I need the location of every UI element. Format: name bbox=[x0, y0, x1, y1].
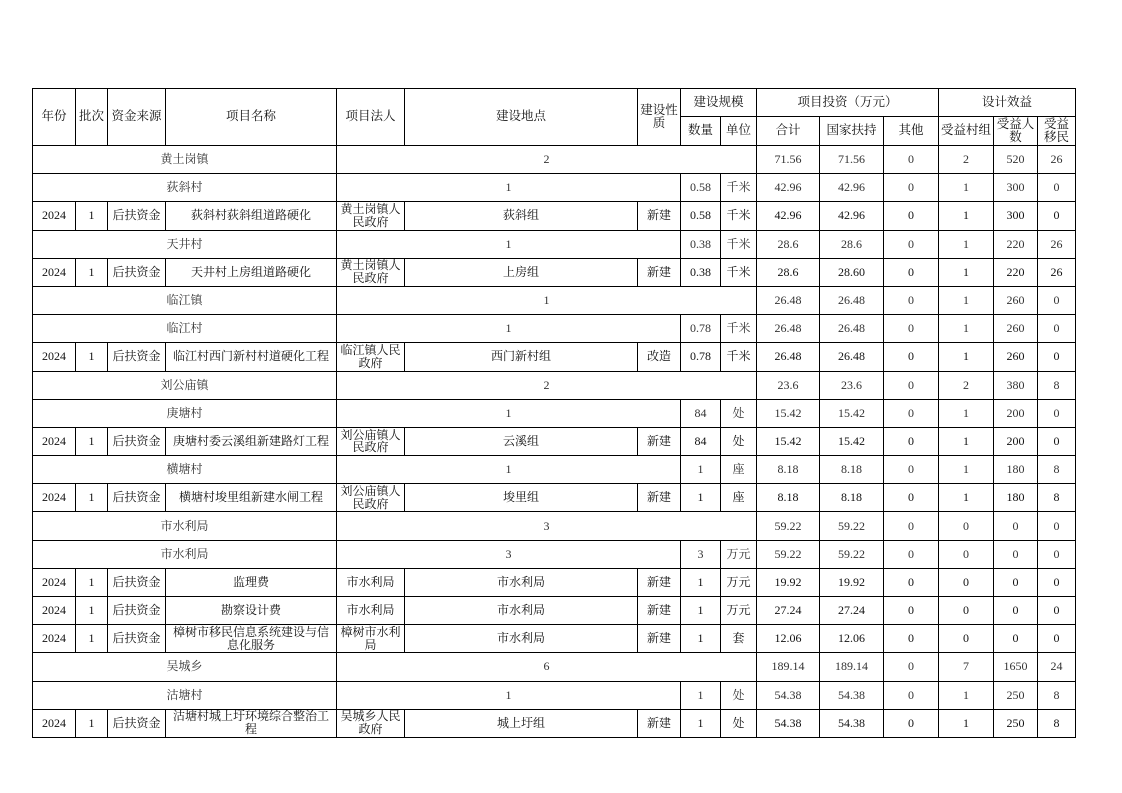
cell-national: 59.22 bbox=[820, 512, 884, 540]
cell-other: 0 bbox=[884, 512, 939, 540]
cell-national: 54.38 bbox=[820, 709, 884, 737]
cell-migrants: 8 bbox=[1038, 709, 1076, 737]
cell-nature: 新建 bbox=[638, 484, 681, 512]
cell-legal-person: 吴城乡人民政府 bbox=[337, 709, 405, 737]
cell-migrants: 8 bbox=[1038, 456, 1076, 484]
cell-name: 吴城乡 bbox=[33, 653, 337, 681]
cell-villages: 2 bbox=[939, 371, 994, 399]
cell-unit: 处 bbox=[721, 427, 757, 455]
cell-people: 180 bbox=[994, 484, 1038, 512]
cell-unit: 千米 bbox=[721, 174, 757, 202]
cell-project-name: 庚塘村委云溪组新建路灯工程 bbox=[166, 427, 337, 455]
cell-unit: 千米 bbox=[721, 230, 757, 258]
cell-total: 26.48 bbox=[757, 343, 820, 371]
cell-people: 0 bbox=[994, 568, 1038, 596]
cell-fund-source: 后扶资金 bbox=[108, 709, 166, 737]
cell-nature: 改造 bbox=[638, 343, 681, 371]
cell-total: 54.38 bbox=[757, 681, 820, 709]
cell-national: 42.96 bbox=[820, 202, 884, 230]
cell-unit: 千米 bbox=[721, 343, 757, 371]
header-people: 受益人数 bbox=[994, 117, 1038, 146]
cell-migrants: 0 bbox=[1038, 343, 1076, 371]
cell-total: 59.22 bbox=[757, 512, 820, 540]
table-row-village bbox=[33, 456, 1076, 484]
table-row-village bbox=[33, 681, 1076, 709]
cell-other: 0 bbox=[884, 258, 939, 286]
cell-quantity: 1 bbox=[681, 456, 721, 484]
cell-year: 2024 bbox=[33, 427, 76, 455]
cell-villages: 1 bbox=[939, 427, 994, 455]
table-row-town bbox=[33, 512, 1076, 540]
cell-unit: 千米 bbox=[721, 202, 757, 230]
cell-other: 0 bbox=[884, 484, 939, 512]
table-row-town bbox=[33, 653, 1076, 681]
cell-quantity: 0.38 bbox=[681, 230, 721, 258]
cell-villages: 1 bbox=[939, 681, 994, 709]
cell-legal-person: 市水利局 bbox=[337, 597, 405, 625]
table-header bbox=[33, 89, 1076, 146]
cell-migrants: 0 bbox=[1038, 597, 1076, 625]
cell-location: 市水利局 bbox=[405, 568, 638, 596]
cell-villages: 0 bbox=[939, 540, 994, 568]
cell-location: 市水利局 bbox=[405, 597, 638, 625]
cell-villages: 7 bbox=[939, 653, 994, 681]
cell-other: 0 bbox=[884, 146, 939, 174]
cell-quantity: 0.78 bbox=[681, 315, 721, 343]
cell-total: 42.96 bbox=[757, 202, 820, 230]
cell-villages: 0 bbox=[939, 512, 994, 540]
cell-location: 云溪组 bbox=[405, 427, 638, 455]
cell-quantity: 1 bbox=[681, 597, 721, 625]
cell-fund-source: 后扶资金 bbox=[108, 625, 166, 653]
cell-fund-source: 后扶资金 bbox=[108, 484, 166, 512]
cell-project-name: 沽塘村城上圩环境综合整治工程 bbox=[166, 709, 337, 737]
cell-quantity: 1 bbox=[681, 709, 721, 737]
cell-quantity: 0.78 bbox=[681, 343, 721, 371]
cell-name: 市水利局 bbox=[33, 540, 337, 568]
cell-year: 2024 bbox=[33, 343, 76, 371]
cell-count: 1 bbox=[337, 681, 681, 709]
cell-count: 1 bbox=[337, 399, 681, 427]
cell-national: 59.22 bbox=[820, 540, 884, 568]
cell-other: 0 bbox=[884, 625, 939, 653]
table-row-town bbox=[33, 146, 1076, 174]
cell-national: 26.48 bbox=[820, 315, 884, 343]
cell-total: 59.22 bbox=[757, 540, 820, 568]
cell-people: 0 bbox=[994, 625, 1038, 653]
cell-villages: 1 bbox=[939, 399, 994, 427]
cell-quantity: 84 bbox=[681, 399, 721, 427]
cell-migrants: 0 bbox=[1038, 625, 1076, 653]
cell-project-name: 监理费 bbox=[166, 568, 337, 596]
cell-people: 300 bbox=[994, 202, 1038, 230]
cell-batch: 1 bbox=[76, 597, 108, 625]
cell-batch: 1 bbox=[76, 258, 108, 286]
cell-migrants: 0 bbox=[1038, 399, 1076, 427]
cell-people: 260 bbox=[994, 315, 1038, 343]
cell-national: 71.56 bbox=[820, 146, 884, 174]
cell-fund-source: 后扶资金 bbox=[108, 568, 166, 596]
cell-legal-person: 刘公庙镇人民政府 bbox=[337, 484, 405, 512]
cell-people: 380 bbox=[994, 371, 1038, 399]
cell-people: 200 bbox=[994, 427, 1038, 455]
cell-count: 2 bbox=[337, 371, 757, 399]
cell-other: 0 bbox=[884, 174, 939, 202]
cell-nature: 新建 bbox=[638, 709, 681, 737]
cell-people: 220 bbox=[994, 258, 1038, 286]
cell-unit: 万元 bbox=[721, 597, 757, 625]
cell-migrants: 0 bbox=[1038, 568, 1076, 596]
cell-count: 1 bbox=[337, 174, 681, 202]
cell-migrants: 0 bbox=[1038, 174, 1076, 202]
cell-other: 0 bbox=[884, 709, 939, 737]
cell-total: 15.42 bbox=[757, 399, 820, 427]
cell-other: 0 bbox=[884, 456, 939, 484]
cell-unit: 千米 bbox=[721, 258, 757, 286]
project-plan-table bbox=[32, 88, 1076, 738]
cell-fund-source: 后扶资金 bbox=[108, 427, 166, 455]
cell-project-name: 横塘村埈里组新建水闸工程 bbox=[166, 484, 337, 512]
cell-name: 黄土岗镇 bbox=[33, 146, 337, 174]
table-row-project bbox=[33, 427, 1076, 455]
cell-villages: 0 bbox=[939, 568, 994, 596]
cell-national: 189.14 bbox=[820, 653, 884, 681]
table-row-project bbox=[33, 597, 1076, 625]
cell-project-name: 樟树市移民信息系统建设与信息化服务 bbox=[166, 625, 337, 653]
cell-count: 1 bbox=[337, 286, 757, 314]
cell-other: 0 bbox=[884, 371, 939, 399]
cell-batch: 1 bbox=[76, 625, 108, 653]
cell-name: 市水利局 bbox=[33, 512, 337, 540]
cell-people: 0 bbox=[994, 540, 1038, 568]
cell-fund-source: 后扶资金 bbox=[108, 258, 166, 286]
cell-name: 刘公庙镇 bbox=[33, 371, 337, 399]
cell-migrants: 0 bbox=[1038, 202, 1076, 230]
cell-quantity: 84 bbox=[681, 427, 721, 455]
table-row-project bbox=[33, 709, 1076, 737]
cell-quantity: 1 bbox=[681, 484, 721, 512]
cell-people: 200 bbox=[994, 399, 1038, 427]
table-row-project bbox=[33, 625, 1076, 653]
cell-people: 520 bbox=[994, 146, 1038, 174]
header-villages: 受益村组 bbox=[939, 117, 994, 146]
cell-unit: 座 bbox=[721, 456, 757, 484]
cell-migrants: 0 bbox=[1038, 540, 1076, 568]
cell-migrants: 26 bbox=[1038, 258, 1076, 286]
header-investment: 项目投资（万元） bbox=[757, 89, 939, 117]
header-other: 其他 bbox=[884, 117, 939, 146]
header-scale: 建设规模 bbox=[681, 89, 757, 117]
cell-project-name: 临江村西门新村村道硬化工程 bbox=[166, 343, 337, 371]
cell-other: 0 bbox=[884, 230, 939, 258]
cell-other: 0 bbox=[884, 315, 939, 343]
cell-people: 180 bbox=[994, 456, 1038, 484]
cell-legal-person: 黄土岗镇人民政府 bbox=[337, 258, 405, 286]
cell-nature: 新建 bbox=[638, 625, 681, 653]
cell-name: 荻斜村 bbox=[33, 174, 337, 202]
cell-project-name: 天井村上房组道路硬化 bbox=[166, 258, 337, 286]
cell-unit: 千米 bbox=[721, 315, 757, 343]
cell-year: 2024 bbox=[33, 597, 76, 625]
cell-legal-person: 市水利局 bbox=[337, 568, 405, 596]
cell-people: 300 bbox=[994, 174, 1038, 202]
header-year: 年份 bbox=[33, 89, 76, 146]
cell-total: 12.06 bbox=[757, 625, 820, 653]
cell-total: 23.6 bbox=[757, 371, 820, 399]
cell-villages: 1 bbox=[939, 456, 994, 484]
cell-national: 8.18 bbox=[820, 484, 884, 512]
table-row-project bbox=[33, 202, 1076, 230]
cell-quantity: 1 bbox=[681, 625, 721, 653]
header-national: 国家扶持 bbox=[820, 117, 884, 146]
cell-national: 42.96 bbox=[820, 174, 884, 202]
cell-year: 2024 bbox=[33, 258, 76, 286]
cell-migrants: 0 bbox=[1038, 315, 1076, 343]
cell-people: 0 bbox=[994, 512, 1038, 540]
cell-villages: 1 bbox=[939, 202, 994, 230]
cell-location: 埈里组 bbox=[405, 484, 638, 512]
table-row-village bbox=[33, 230, 1076, 258]
cell-other: 0 bbox=[884, 568, 939, 596]
cell-nature: 新建 bbox=[638, 427, 681, 455]
header-nature: 建设性质 bbox=[638, 89, 681, 146]
cell-fund-source: 后扶资金 bbox=[108, 202, 166, 230]
cell-villages: 1 bbox=[939, 315, 994, 343]
cell-people: 260 bbox=[994, 343, 1038, 371]
cell-migrants: 0 bbox=[1038, 286, 1076, 314]
cell-villages: 1 bbox=[939, 709, 994, 737]
cell-legal-person: 黄土岗镇人民政府 bbox=[337, 202, 405, 230]
cell-migrants: 24 bbox=[1038, 653, 1076, 681]
cell-total: 28.6 bbox=[757, 230, 820, 258]
table-row-project bbox=[33, 484, 1076, 512]
cell-people: 220 bbox=[994, 230, 1038, 258]
cell-other: 0 bbox=[884, 343, 939, 371]
header-project-name: 项目名称 bbox=[166, 89, 337, 146]
cell-migrants: 0 bbox=[1038, 427, 1076, 455]
cell-location: 城上圩组 bbox=[405, 709, 638, 737]
cell-total: 71.56 bbox=[757, 146, 820, 174]
header-location: 建设地点 bbox=[405, 89, 638, 146]
cell-national: 15.42 bbox=[820, 399, 884, 427]
cell-total: 28.6 bbox=[757, 258, 820, 286]
cell-batch: 1 bbox=[76, 343, 108, 371]
cell-fund-source: 后扶资金 bbox=[108, 343, 166, 371]
cell-year: 2024 bbox=[33, 709, 76, 737]
cell-year: 2024 bbox=[33, 484, 76, 512]
cell-unit: 套 bbox=[721, 625, 757, 653]
cell-national: 26.48 bbox=[820, 286, 884, 314]
cell-people: 260 bbox=[994, 286, 1038, 314]
cell-villages: 0 bbox=[939, 625, 994, 653]
cell-migrants: 8 bbox=[1038, 371, 1076, 399]
cell-people: 1650 bbox=[994, 653, 1038, 681]
cell-unit: 处 bbox=[721, 709, 757, 737]
cell-villages: 0 bbox=[939, 597, 994, 625]
cell-unit: 处 bbox=[721, 399, 757, 427]
header-fund-source: 资金来源 bbox=[108, 89, 166, 146]
header-total: 合计 bbox=[757, 117, 820, 146]
cell-national: 8.18 bbox=[820, 456, 884, 484]
cell-other: 0 bbox=[884, 540, 939, 568]
cell-quantity: 0.58 bbox=[681, 202, 721, 230]
table-row-town bbox=[33, 371, 1076, 399]
header-benefit: 设计效益 bbox=[939, 89, 1076, 117]
cell-unit: 座 bbox=[721, 484, 757, 512]
header-unit: 单位 bbox=[721, 117, 757, 146]
cell-legal-person: 临江镇人民政府 bbox=[337, 343, 405, 371]
cell-other: 0 bbox=[884, 597, 939, 625]
cell-total: 26.48 bbox=[757, 315, 820, 343]
cell-other: 0 bbox=[884, 427, 939, 455]
cell-quantity: 1 bbox=[681, 681, 721, 709]
cell-count: 1 bbox=[337, 315, 681, 343]
cell-national: 15.42 bbox=[820, 427, 884, 455]
cell-fund-source: 后扶资金 bbox=[108, 597, 166, 625]
cell-batch: 1 bbox=[76, 202, 108, 230]
cell-total: 27.24 bbox=[757, 597, 820, 625]
cell-unit: 万元 bbox=[721, 568, 757, 596]
cell-other: 0 bbox=[884, 286, 939, 314]
cell-batch: 1 bbox=[76, 484, 108, 512]
table-row-town bbox=[33, 286, 1076, 314]
cell-quantity: 0.58 bbox=[681, 174, 721, 202]
cell-count: 1 bbox=[337, 456, 681, 484]
cell-villages: 1 bbox=[939, 286, 994, 314]
cell-people: 250 bbox=[994, 681, 1038, 709]
header-legal-person: 项目法人 bbox=[337, 89, 405, 146]
cell-total: 42.96 bbox=[757, 174, 820, 202]
cell-batch: 1 bbox=[76, 709, 108, 737]
cell-total: 26.48 bbox=[757, 286, 820, 314]
cell-year: 2024 bbox=[33, 625, 76, 653]
cell-count: 1 bbox=[337, 230, 681, 258]
cell-other: 0 bbox=[884, 202, 939, 230]
table-row-village bbox=[33, 399, 1076, 427]
cell-migrants: 26 bbox=[1038, 230, 1076, 258]
cell-legal-person: 樟树市水利局 bbox=[337, 625, 405, 653]
cell-villages: 1 bbox=[939, 343, 994, 371]
cell-location: 市水利局 bbox=[405, 625, 638, 653]
cell-total: 19.92 bbox=[757, 568, 820, 596]
header-batch: 批次 bbox=[76, 89, 108, 146]
cell-national: 28.6 bbox=[820, 230, 884, 258]
cell-batch: 1 bbox=[76, 427, 108, 455]
cell-quantity: 1 bbox=[681, 568, 721, 596]
cell-national: 54.38 bbox=[820, 681, 884, 709]
cell-total: 8.18 bbox=[757, 484, 820, 512]
cell-name: 天井村 bbox=[33, 230, 337, 258]
header-quantity: 数量 bbox=[681, 117, 721, 146]
cell-unit: 万元 bbox=[721, 540, 757, 568]
cell-villages: 1 bbox=[939, 174, 994, 202]
cell-unit: 处 bbox=[721, 681, 757, 709]
cell-villages: 1 bbox=[939, 484, 994, 512]
cell-name: 庚塘村 bbox=[33, 399, 337, 427]
cell-quantity: 3 bbox=[681, 540, 721, 568]
cell-location: 上房组 bbox=[405, 258, 638, 286]
cell-nature: 新建 bbox=[638, 568, 681, 596]
cell-location: 荻斜组 bbox=[405, 202, 638, 230]
cell-villages: 1 bbox=[939, 258, 994, 286]
cell-nature: 新建 bbox=[638, 597, 681, 625]
cell-year: 2024 bbox=[33, 202, 76, 230]
cell-people: 250 bbox=[994, 709, 1038, 737]
cell-villages: 2 bbox=[939, 146, 994, 174]
cell-legal-person: 刘公庙镇人民政府 bbox=[337, 427, 405, 455]
cell-migrants: 0 bbox=[1038, 512, 1076, 540]
cell-national: 28.60 bbox=[820, 258, 884, 286]
cell-total: 189.14 bbox=[757, 653, 820, 681]
table-row-village bbox=[33, 174, 1076, 202]
cell-total: 15.42 bbox=[757, 427, 820, 455]
cell-national: 23.6 bbox=[820, 371, 884, 399]
header-migrants: 受益移民 bbox=[1038, 117, 1076, 146]
cell-location: 西门新村组 bbox=[405, 343, 638, 371]
cell-other: 0 bbox=[884, 653, 939, 681]
cell-count: 2 bbox=[337, 146, 757, 174]
cell-other: 0 bbox=[884, 681, 939, 709]
table-row-project bbox=[33, 568, 1076, 596]
cell-national: 26.48 bbox=[820, 343, 884, 371]
cell-migrants: 8 bbox=[1038, 681, 1076, 709]
cell-name: 横塘村 bbox=[33, 456, 337, 484]
table-row-village bbox=[33, 315, 1076, 343]
cell-name: 临江镇 bbox=[33, 286, 337, 314]
cell-batch: 1 bbox=[76, 568, 108, 596]
cell-migrants: 8 bbox=[1038, 484, 1076, 512]
cell-project-name: 荻斜村荻斜组道路硬化 bbox=[166, 202, 337, 230]
cell-count: 3 bbox=[337, 540, 681, 568]
cell-national: 27.24 bbox=[820, 597, 884, 625]
cell-nature: 新建 bbox=[638, 258, 681, 286]
cell-national: 19.92 bbox=[820, 568, 884, 596]
cell-nature: 新建 bbox=[638, 202, 681, 230]
cell-quantity: 0.38 bbox=[681, 258, 721, 286]
cell-project-name: 勘察设计费 bbox=[166, 597, 337, 625]
cell-people: 0 bbox=[994, 597, 1038, 625]
table-body bbox=[33, 146, 1076, 738]
cell-name: 沽塘村 bbox=[33, 681, 337, 709]
cell-total: 8.18 bbox=[757, 456, 820, 484]
header-row-1 bbox=[33, 89, 1076, 117]
cell-year: 2024 bbox=[33, 568, 76, 596]
cell-other: 0 bbox=[884, 399, 939, 427]
cell-national: 12.06 bbox=[820, 625, 884, 653]
table-row-project bbox=[33, 258, 1076, 286]
cell-total: 54.38 bbox=[757, 709, 820, 737]
table-row-village bbox=[33, 540, 1076, 568]
cell-count: 6 bbox=[337, 653, 757, 681]
cell-villages: 1 bbox=[939, 230, 994, 258]
cell-name: 临江村 bbox=[33, 315, 337, 343]
cell-count: 3 bbox=[337, 512, 757, 540]
table-row-project bbox=[33, 343, 1076, 371]
cell-migrants: 26 bbox=[1038, 146, 1076, 174]
